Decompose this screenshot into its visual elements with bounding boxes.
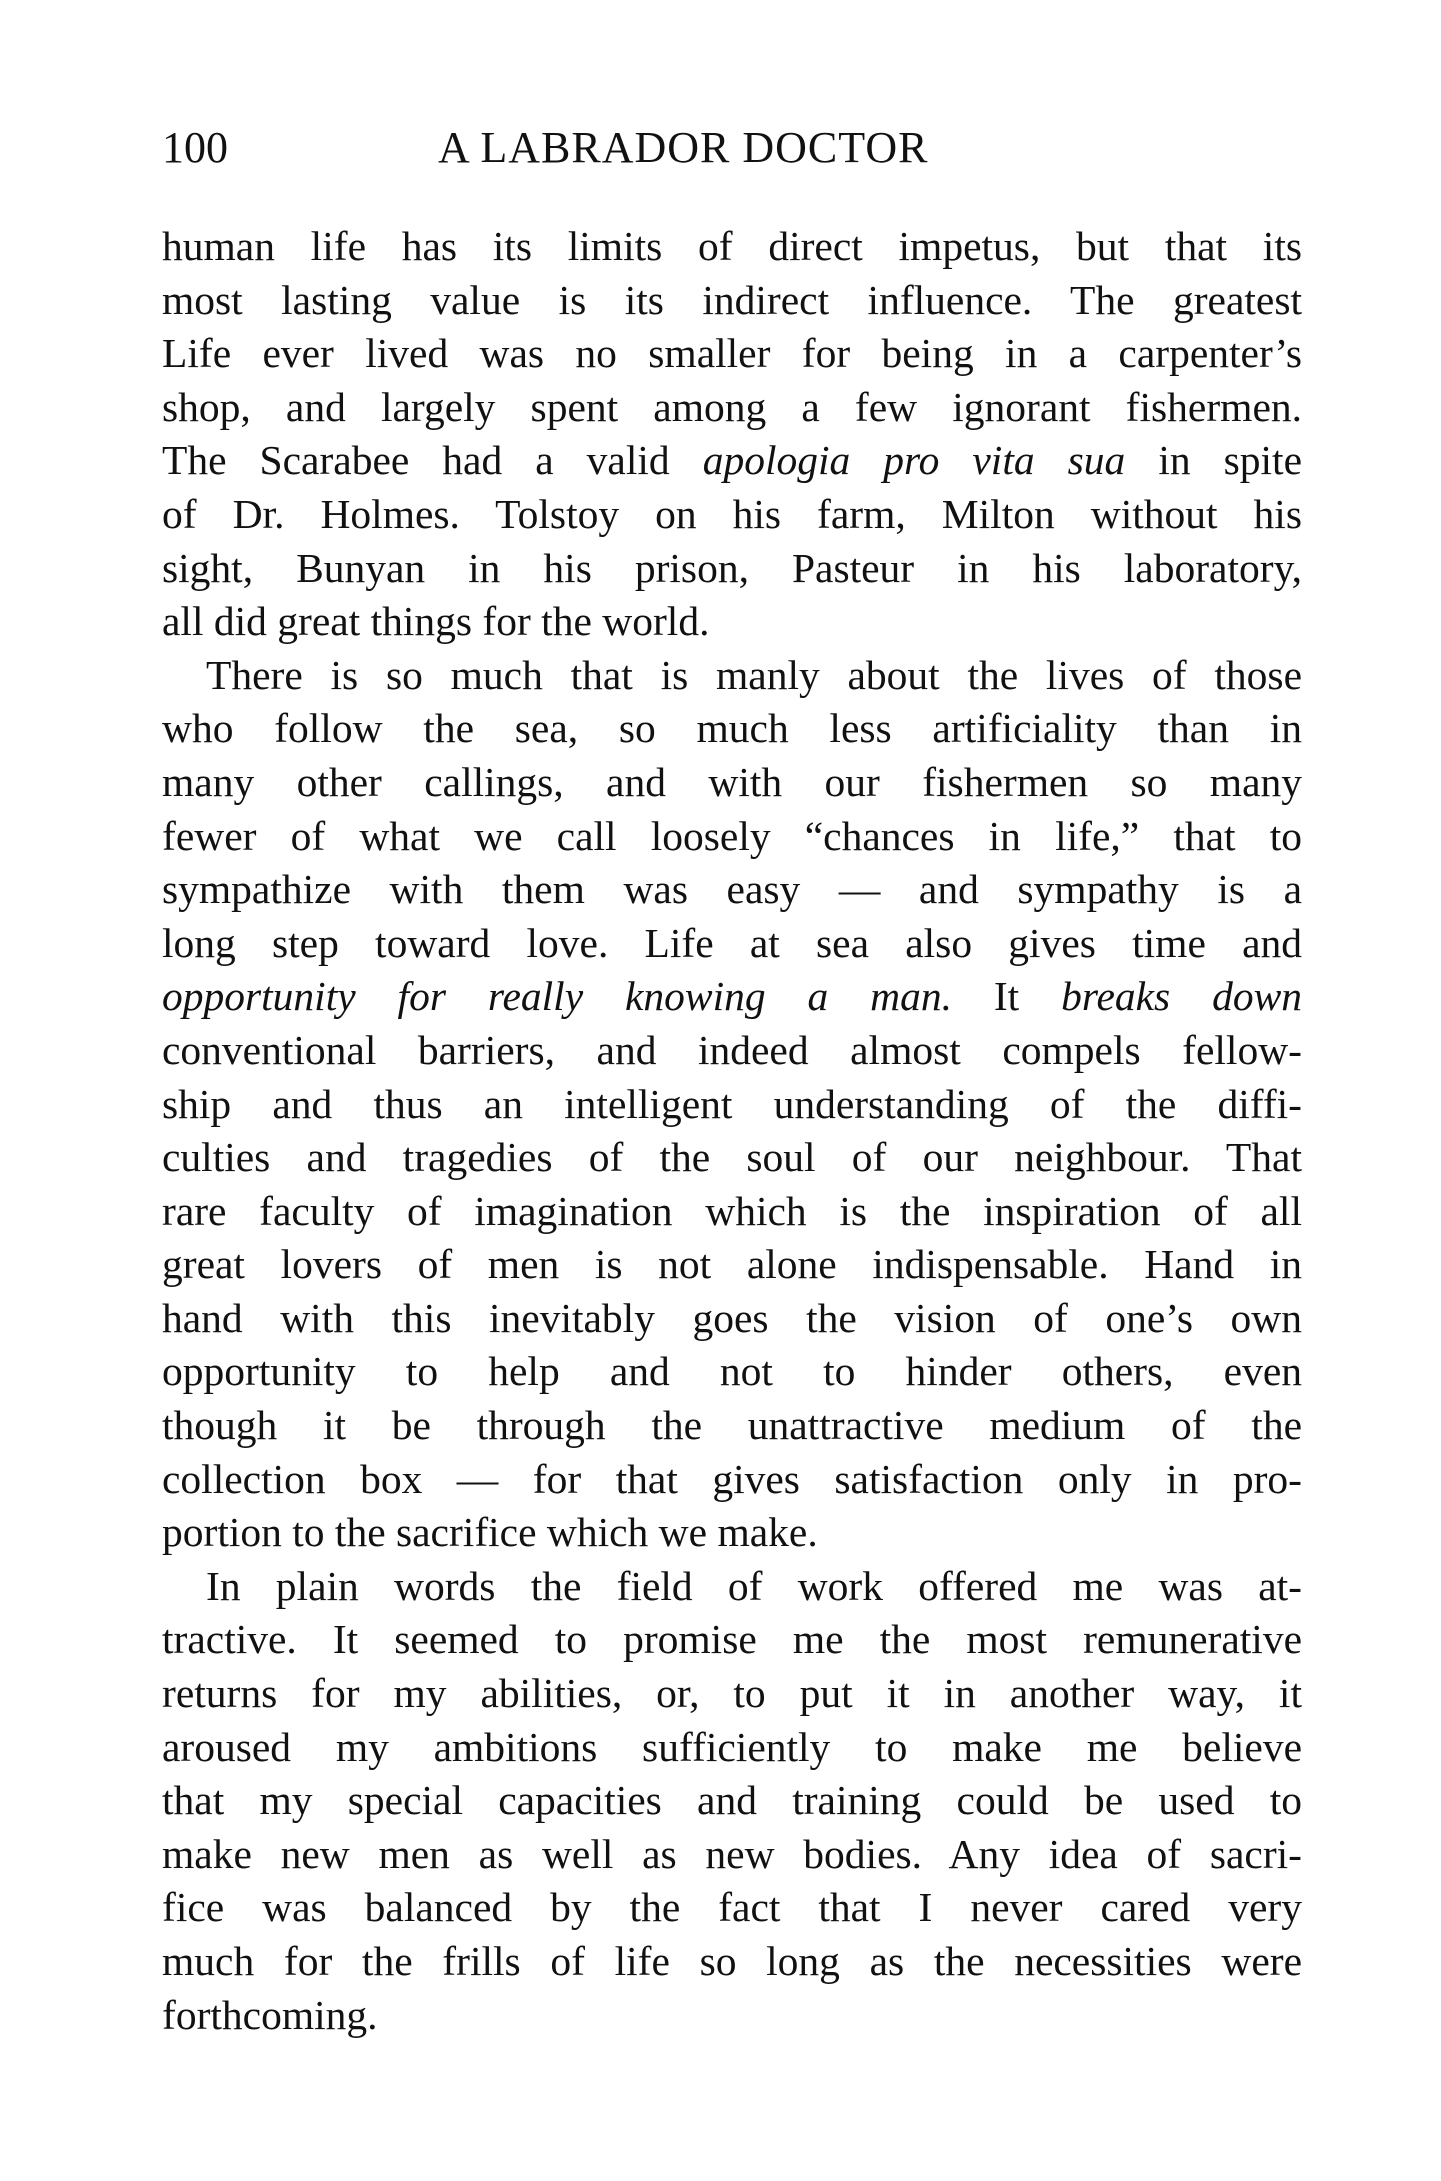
book-title: A LABRADOR DOCTOR xyxy=(438,123,929,172)
text-line: forthcoming. xyxy=(162,1991,378,2038)
text-line: In plain words the field of work offered me was at- xyxy=(206,1562,1302,1609)
paragraph-3 xyxy=(162,1560,1302,2042)
text-line: much for the frills of life so long as the necessities were xyxy=(162,1938,1302,1984)
text-line: many other callings, and with our fishermen so many xyxy=(162,758,1302,805)
text-line: make new men as well as new bodies. Any idea of sacri- xyxy=(162,1830,1302,1877)
text-line: fice was balanced by the fact that I never cared very xyxy=(162,1884,1302,1931)
text-line: The Scarabee had a valid apologia pro vita sua in spite xyxy=(162,437,1302,484)
text-line: shop, and largely spent among a few ignorant fishermen. xyxy=(162,383,1302,430)
text-line: culties and tragedies of the soul of our neighbour. That xyxy=(162,1134,1302,1181)
text-line: portion to the sacrifice which we make. xyxy=(162,1509,818,1556)
text-line: all did great things for the world. xyxy=(162,598,710,645)
text-line: long step toward love. Life at sea also gives time and xyxy=(162,919,1302,966)
text-line: who follow the sea, so much less artificiality than in xyxy=(162,705,1302,752)
paragraph-2 xyxy=(162,649,1302,1560)
running-head xyxy=(162,118,1302,178)
text-line: that my special capacities and training could be used to xyxy=(162,1777,1302,1824)
text-line: opportunity for really knowing a man. It breaks down xyxy=(162,973,1303,1020)
text-line: sympathize with them was easy — and sympathy is a xyxy=(162,866,1302,913)
text-line: collection box — for that gives satisfaction only in pro- xyxy=(162,1455,1302,1502)
text-line: of Dr. Holmes. Tolstoy on his farm, Milton without his xyxy=(162,490,1302,537)
text-line: most lasting value is its indirect influence. The greatest xyxy=(162,276,1302,323)
text-line: ship and thus an intelligent understanding of the diffi- xyxy=(162,1080,1302,1127)
text-line: fewer of what we call loosely “chances in life,” that to xyxy=(162,812,1302,859)
text-line: rare faculty of imagination which is the inspiration of all xyxy=(162,1187,1302,1234)
text-line: returns for my abilities, or, to put it in another way, it xyxy=(162,1670,1302,1717)
page-number: 100 xyxy=(162,123,228,172)
text-line: conventional barriers, and indeed almost compels fellow- xyxy=(162,1026,1302,1073)
text-line: sight, Bunyan in his prison, Pasteur in his laboratory, xyxy=(162,544,1302,591)
text-line: tractive. It seemed to promise me the most remunerative xyxy=(162,1616,1302,1663)
paragraph-1 xyxy=(162,220,1302,649)
text-line: There is so much that is manly about the lives of those xyxy=(206,651,1302,698)
body-text xyxy=(162,220,1302,2042)
text-line: Life ever lived was no smaller for being in a carpenter’s xyxy=(162,330,1302,377)
text-line: though it be through the unattractive medium of the xyxy=(162,1402,1302,1449)
text-line: hand with this inevitably goes the vision of one’s own xyxy=(162,1294,1302,1341)
text-line: human life has its limits of direct impetus, but that its xyxy=(162,223,1302,269)
text-line: aroused my ambitions sufficiently to make me believe xyxy=(162,1723,1302,1770)
text-line: opportunity to help and not to hinder others, even xyxy=(162,1348,1302,1395)
text-line: great lovers of men is not alone indispensable. Hand in xyxy=(162,1241,1302,1288)
